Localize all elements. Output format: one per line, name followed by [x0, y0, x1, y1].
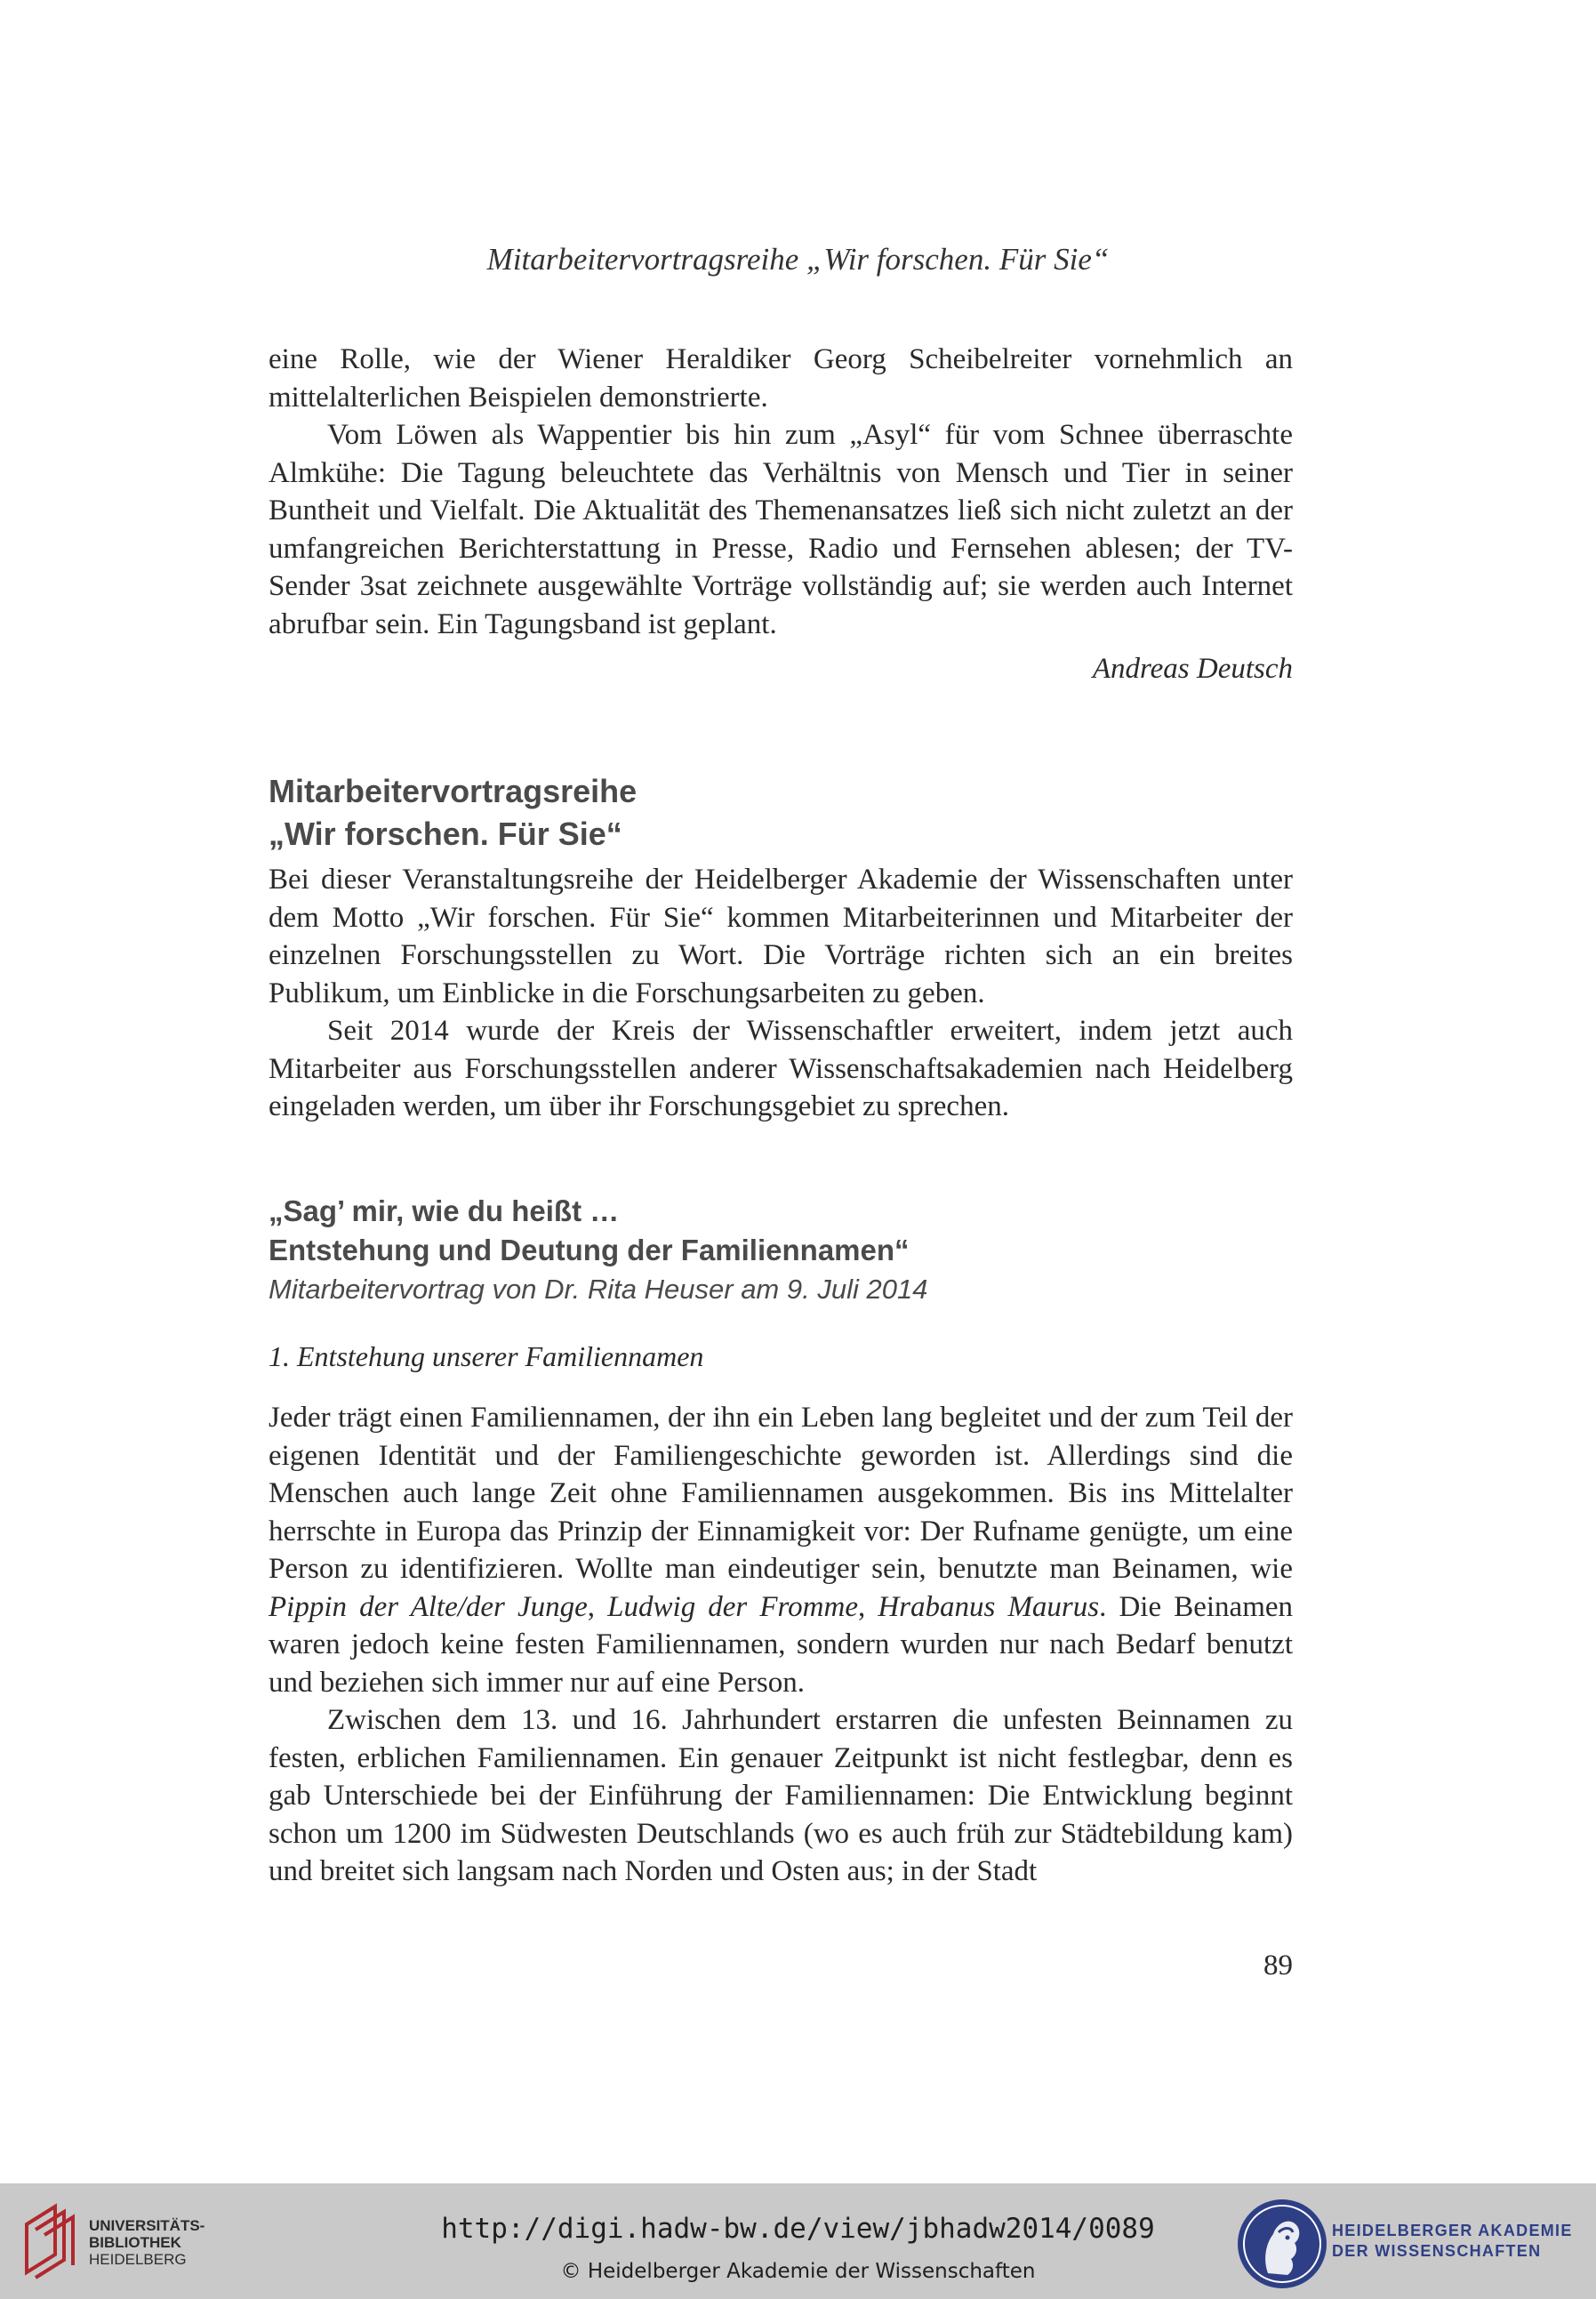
top-text-block	[269, 341, 1293, 687]
subsection-heading: 1. Entstehung unserer Familiennamen	[269, 1340, 704, 1372]
lecture-title-line1: „Sag’ mir, wie du heißt …	[269, 1194, 620, 1227]
paragraph: Seit 2014 wurde der Kreis der Wissenschaftler erweitert, indem jetzt auch Mitarbeiter aus Forschungsstellen anderer Wissenschaftsakademien nach Heidelberg eingeladen werden, um über ihr Forschungsgebiet zu sprechen.	[269, 1015, 1293, 1122]
paragraph: Zwischen dem 13. und 16. Jahrhundert erstarren die unfesten Beinnamen zu festen, erblichen Familiennamen. Ein genauer Zeitpunkt ist nicht festlegbar, denn es gab Unterschiede bei der Einführung der Familiennamen: Die Entwicklung beginnt schon um 1200 im Südwesten Deutschlands (wo es auch früh zur Städtebildung kam) und breitet sich langsam nach Norden und Osten aus; in der Stadt	[269, 1704, 1293, 1887]
section-block	[269, 770, 1293, 1126]
paragraph-text: . Die Beinamen waren jedoch keine festen Familiennamen, sondern wurden nur nach Bedarf benutzt und beziehen sich immer nur auf eine Person.	[269, 1590, 1294, 1699]
paragraph: Bei dieser Veranstaltungsreihe der Heidelberger Akademie der Wissenschaften unter dem Motto „Wir forschen. Für Sie“ kommen Mitarbeiterinnen und Mitarbeiter der einzelnen Forschungsstellen zu Wort. Die Vorträge richten sich an ein breites Publikum, um Einblicke in die Forschungsarbeiten zu geben.	[269, 864, 1293, 1009]
library-name-line: UNIVERSITÄTS-	[89, 2217, 205, 2234]
lecture-block	[269, 1192, 1293, 1891]
paragraph: eine Rolle, wie der Wiener Heraldiker Georg Scheibelreiter vornehmlich an mittelalterlichen Beispielen demonstrierte.	[269, 343, 1293, 414]
section-heading-line1: Mitarbeitervortragsreihe	[269, 773, 638, 809]
author-signature: Andreas Deutsch	[1092, 653, 1293, 685]
paragraph-text: Jeder trägt einen Familiennamen, der ihn ein Leben lang begleitet und der zum Teil der eigenen Identität und der Familiengeschichte geworden ist. Allerdings sind die Menschen auch lange Zeit ohne Familiennamen ausgekommen. Bis ins Mittelalter herrschte in Europa das Prinzip der Einnamigkeit vor: Der Rufname genügte, um eine Person zu identifizieren. Wollte man eindeutiger sein, benutzte man Beinamen, wie	[269, 1402, 1293, 1585]
page-number: 89	[1263, 1949, 1293, 1981]
running-head: Mitarbeitervortragsreihe „Wir forschen. Für Sie“	[486, 242, 1110, 277]
academy-name	[1332, 2221, 1573, 2262]
academy-seal-icon	[1232, 2197, 1332, 2291]
library-name-line: HEIDELBERG	[89, 2251, 187, 2268]
academy-name-line: DER WISSENSCHAFTEN	[1332, 2242, 1542, 2260]
name-example: Pippin der Alte/der Junge	[269, 1590, 588, 1623]
lecture-title-line2: Entstehung und Deutung der Familiennamen“	[269, 1234, 910, 1266]
paragraph	[269, 1399, 1293, 1701]
name-example: Hrabanus Maurus	[878, 1590, 1100, 1623]
source-url-link[interactable]: http://digi.hadw-bw.de/view/jbhadw2014/0089	[441, 2213, 1155, 2245]
section-heading-line2: „Wir forschen. Für Sie“	[269, 816, 622, 852]
lecture-byline: Mitarbeitervortrag von Dr. Rita Heuser am 9. Juli 2014	[269, 1274, 928, 1305]
academy-name-line: HEIDELBERGER AKADEMIE	[1332, 2222, 1573, 2239]
paragraph: Vom Löwen als Wappentier bis hin zum „Asyl“ für vom Schnee überraschte Almkühe: Die Tagung beleuchtete das Verhältnis von Mensch und Tier in seiner Buntheit und Vielfalt. Die Aktualität des Themenansatzes ließ sich nicht zuletzt an der umfangreichen Berichterstattung in Presse, Radio und Fernsehen ablesen; der TV-Sender 3sat zeichnete ausgewählte Vorträge vollständig auf; sie werden auch Internet abrufbar sein. Ein Tagungsband ist geplant.	[269, 419, 1293, 640]
name-example: Ludwig der Fromme	[607, 1590, 858, 1623]
copyright-notice: © Heidelberger Akademie der Wissenschaften	[560, 2260, 1036, 2283]
library-name-line: BIBLIOTHEK	[89, 2234, 181, 2251]
separator: ,	[857, 1590, 878, 1623]
separator: ,	[587, 1590, 608, 1623]
